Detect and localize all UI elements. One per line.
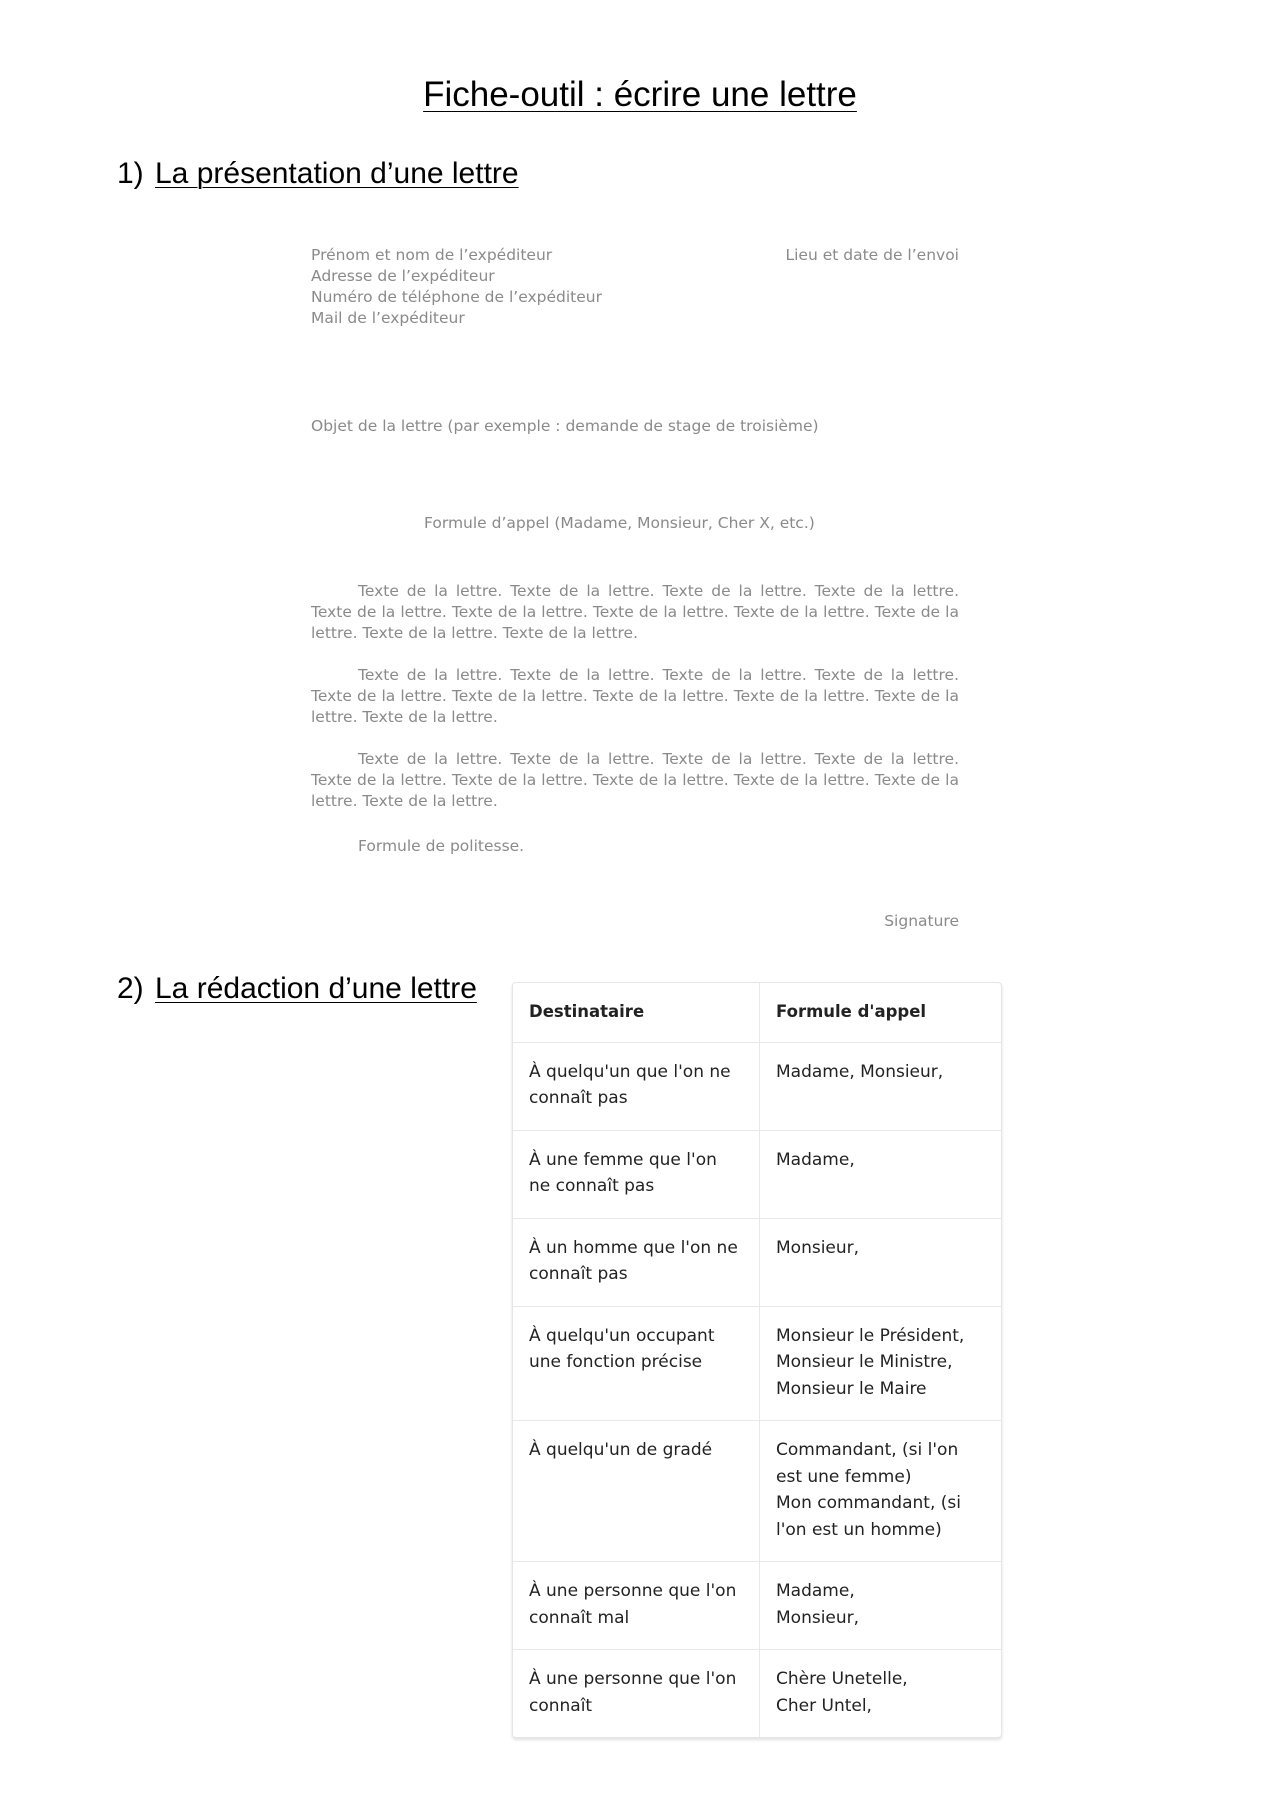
table xyxy=(513,983,1001,1737)
table-row xyxy=(513,1306,1001,1421)
formula-line: Monsieur le Maire xyxy=(776,1378,927,1399)
formula-line: Chère Unetelle, xyxy=(776,1669,908,1689)
formula-cell xyxy=(760,1130,1002,1218)
sender-block xyxy=(311,245,602,329)
place-date: Lieu et date de l’envoi xyxy=(785,246,959,264)
formula-cell xyxy=(760,1562,1002,1650)
formula-line: Madame, xyxy=(776,1149,855,1170)
formula-cell xyxy=(760,1042,1002,1130)
section-number: 2) xyxy=(117,972,144,1005)
formula-line: Madame, xyxy=(776,1581,855,1601)
table-row xyxy=(513,1130,1001,1218)
table-row xyxy=(513,1650,1001,1738)
formula-cell xyxy=(760,1306,1002,1421)
formula-cell xyxy=(760,1650,1002,1738)
formula-line: Cher Untel, xyxy=(776,1695,872,1716)
recipient-cell: À quelqu'un que l'on ne connaît pas xyxy=(513,1042,760,1130)
letter-paragraph: Texte de la lettre. Texte de la lettre. Texte de la lettre. Texte de la lettre. Texte de la lettre. Texte de la lettre. Texte de la lettre. Texte de la lettre. Texte de la lettre. Texte de la lettre. xyxy=(311,750,959,810)
formula-line: Monsieur, xyxy=(776,1607,860,1628)
table-row xyxy=(513,1562,1001,1650)
section-title: La présentation d’une lettre xyxy=(155,157,519,190)
recipient-cell: À quelqu'un de gradé xyxy=(513,1421,760,1562)
letter-object: Objet de la lettre (par exemple : demande de stage de troisième) xyxy=(311,417,819,435)
formula-line: Monsieur le Président, xyxy=(776,1325,965,1346)
table-row xyxy=(513,1421,1001,1562)
section-heading-1 xyxy=(117,157,519,191)
formula-line: Commandant, (si l'on est une femme) xyxy=(776,1440,959,1487)
sender-name: Prénom et nom de l’expéditeur xyxy=(311,246,553,264)
recipient-cell: À un homme que l'on ne connaît pas xyxy=(513,1218,760,1306)
section-title: La rédaction d’une lettre xyxy=(155,972,477,1005)
letter-paragraph: Texte de la lettre. Texte de la lettre. Texte de la lettre. Texte de la lettre. Texte de la lettre. Texte de la lettre. Texte de la lettre. Texte de la lettre. Texte de la lettre. Texte de la lettre. xyxy=(311,666,959,726)
section-heading-2 xyxy=(117,972,477,1006)
formula-cell xyxy=(760,1218,1002,1306)
section-number: 1) xyxy=(117,157,144,190)
table-row xyxy=(513,1042,1001,1130)
column-header-recipient: Destinataire xyxy=(513,983,760,1042)
letter-signature: Signature xyxy=(884,912,959,930)
formula-line: Madame, Monsieur, xyxy=(776,1061,944,1082)
formula-line: Monsieur, xyxy=(776,1237,860,1258)
page-title: Fiche-outil : écrire une lettre xyxy=(423,75,857,114)
letter-body xyxy=(311,581,959,833)
recipient-cell: À une personne que l'on connaît xyxy=(513,1650,760,1738)
column-header-formula: Formule d'appel xyxy=(760,983,1002,1042)
letter-paragraph: Texte de la lettre. Texte de la lettre. Texte de la lettre. Texte de la lettre. Texte de la lettre. Texte de la lettre. Texte de la lettre. Texte de la lettre. Texte de la lettre. Texte de la lettre. Texte de la lettre. xyxy=(311,582,959,642)
sender-mail: Mail de l’expéditeur xyxy=(311,309,465,327)
formula-cell xyxy=(760,1421,1002,1562)
table-row xyxy=(513,1218,1001,1306)
recipient-cell: À une femme que l'on ne connaît pas xyxy=(513,1130,760,1218)
formula-line: Mon commandant, (si l'on est un homme) xyxy=(776,1493,961,1540)
letter-salutation: Formule d’appel (Madame, Monsieur, Cher X, etc.) xyxy=(424,514,815,532)
letter-template xyxy=(311,245,961,945)
salutation-table xyxy=(512,982,1002,1738)
formula-line: Monsieur le Ministre, xyxy=(776,1352,953,1372)
letter-closing: Formule de politesse. xyxy=(358,837,525,855)
sender-phone: Numéro de téléphone de l’expéditeur xyxy=(311,288,602,306)
table-header-row xyxy=(513,983,1001,1042)
recipient-cell: À une personne que l'on connaît mal xyxy=(513,1562,760,1650)
recipient-cell: À quelqu'un occupant une fonction précise xyxy=(513,1306,760,1421)
sender-address: Adresse de l’expéditeur xyxy=(311,267,495,285)
